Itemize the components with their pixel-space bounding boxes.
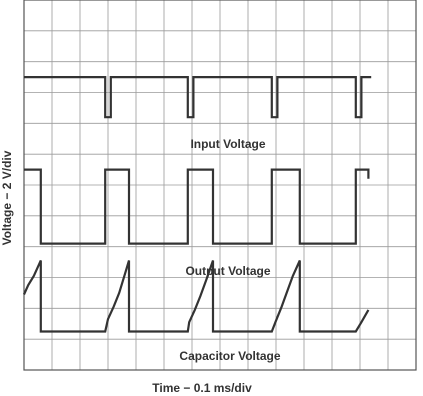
traces — [24, 77, 371, 331]
y-axis-label: Voltage − 2 V/div — [0, 150, 14, 246]
grid — [24, 0, 416, 370]
output-voltage-trace — [24, 170, 368, 244]
input-voltage-trace — [24, 77, 371, 117]
annotation-output-voltage: Output Voltage — [185, 264, 271, 278]
x-axis-label: Time − 0.1 ms/div — [152, 381, 252, 395]
annotation-capacitor-voltage: Capacitor Voltage — [179, 349, 281, 363]
annotation-input-voltage: Input Voltage — [190, 137, 266, 151]
